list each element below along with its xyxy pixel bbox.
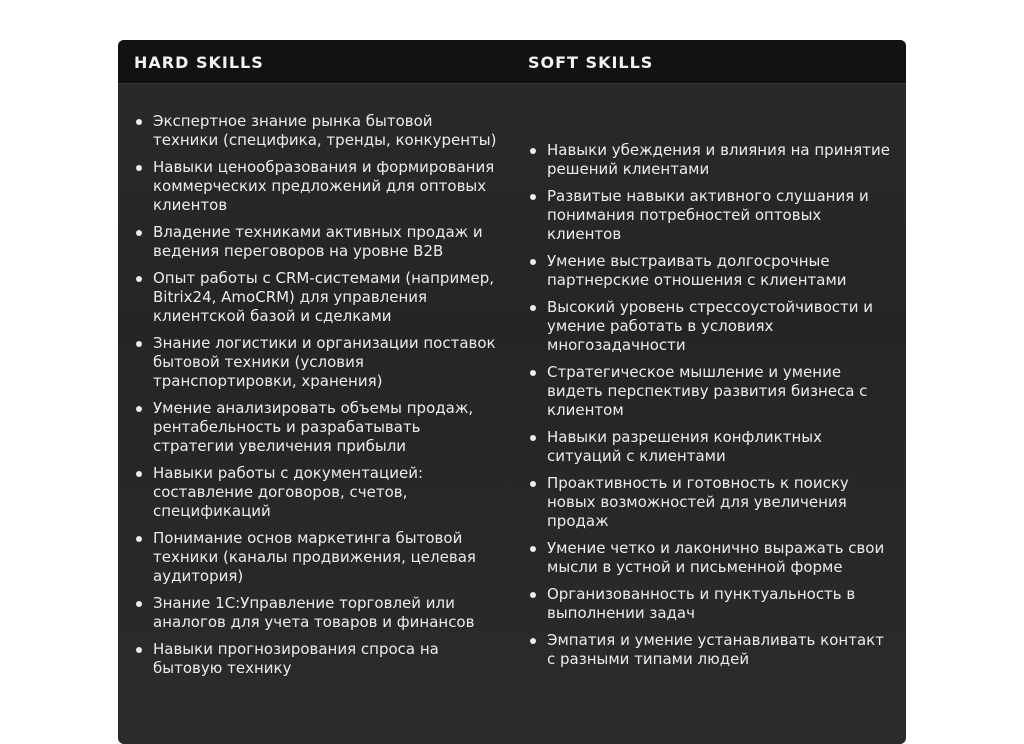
skills-table <box>118 40 906 744</box>
list-item: Умение четко и лаконично выражать свои мысли в устной и письменной форме <box>528 539 894 577</box>
list-item: Эмпатия и умение устанавливать контакт с разными типами людей <box>528 631 894 669</box>
list-item: Навыки прогнозирования спроса на бытовую технику <box>134 640 500 678</box>
list-item: Умение выстраивать долгосрочные партнерские отношения с клиентами <box>528 252 894 290</box>
list-item: Проактивность и готовность к поиску новых возможностей для увеличения продаж <box>528 474 894 531</box>
list-item: Знание логистики и организации поставок бытовой техники (условия транспортировки, хранения) <box>134 334 500 391</box>
soft-skills-heading: SOFT SKILLS <box>528 53 654 72</box>
soft-skills-list <box>528 141 894 677</box>
list-item: Экспертное знание рынка бытовой техники (специфика, тренды, конкуренты) <box>134 112 500 150</box>
list-item: Знание 1С:Управление торговлей или аналогов для учета товаров и финансов <box>134 594 500 632</box>
hard-skills-list <box>134 112 500 686</box>
list-item: Навыки ценообразования и формирования коммерческих предложений для оптовых клиентов <box>134 158 500 215</box>
table-header <box>118 40 906 84</box>
list-item: Стратегическое мышление и умение видеть перспективу развития бизнеса с клиентом <box>528 363 894 420</box>
list-item: Развитые навыки активного слушания и понимания потребностей оптовых клиентов <box>528 187 894 244</box>
list-item: Организованность и пунктуальность в выполнении задач <box>528 585 894 623</box>
list-item: Владение техниками активных продаж и ведения переговоров на уровне B2B <box>134 223 500 261</box>
list-item: Понимание основ маркетинга бытовой техники (каналы продвижения, целевая аудитория) <box>134 529 500 586</box>
list-item: Опыт работы с CRM-системами (например, Bitrix24, AmoCRM) для управления клиентской базой и сделками <box>134 269 500 326</box>
list-item: Высокий уровень стрессоустойчивости и умение работать в условиях многозадачности <box>528 298 894 355</box>
hard-skills-heading: HARD SKILLS <box>134 53 264 72</box>
list-item: Навыки разрешения конфликтных ситуаций с клиентами <box>528 428 894 466</box>
list-item: Умение анализировать объемы продаж, рентабельность и разрабатывать стратегии увеличения прибыли <box>134 399 500 456</box>
list-item: Навыки работы с документацией: составление договоров, счетов, спецификаций <box>134 464 500 521</box>
list-item: Навыки убеждения и влияния на принятие решений клиентами <box>528 141 894 179</box>
